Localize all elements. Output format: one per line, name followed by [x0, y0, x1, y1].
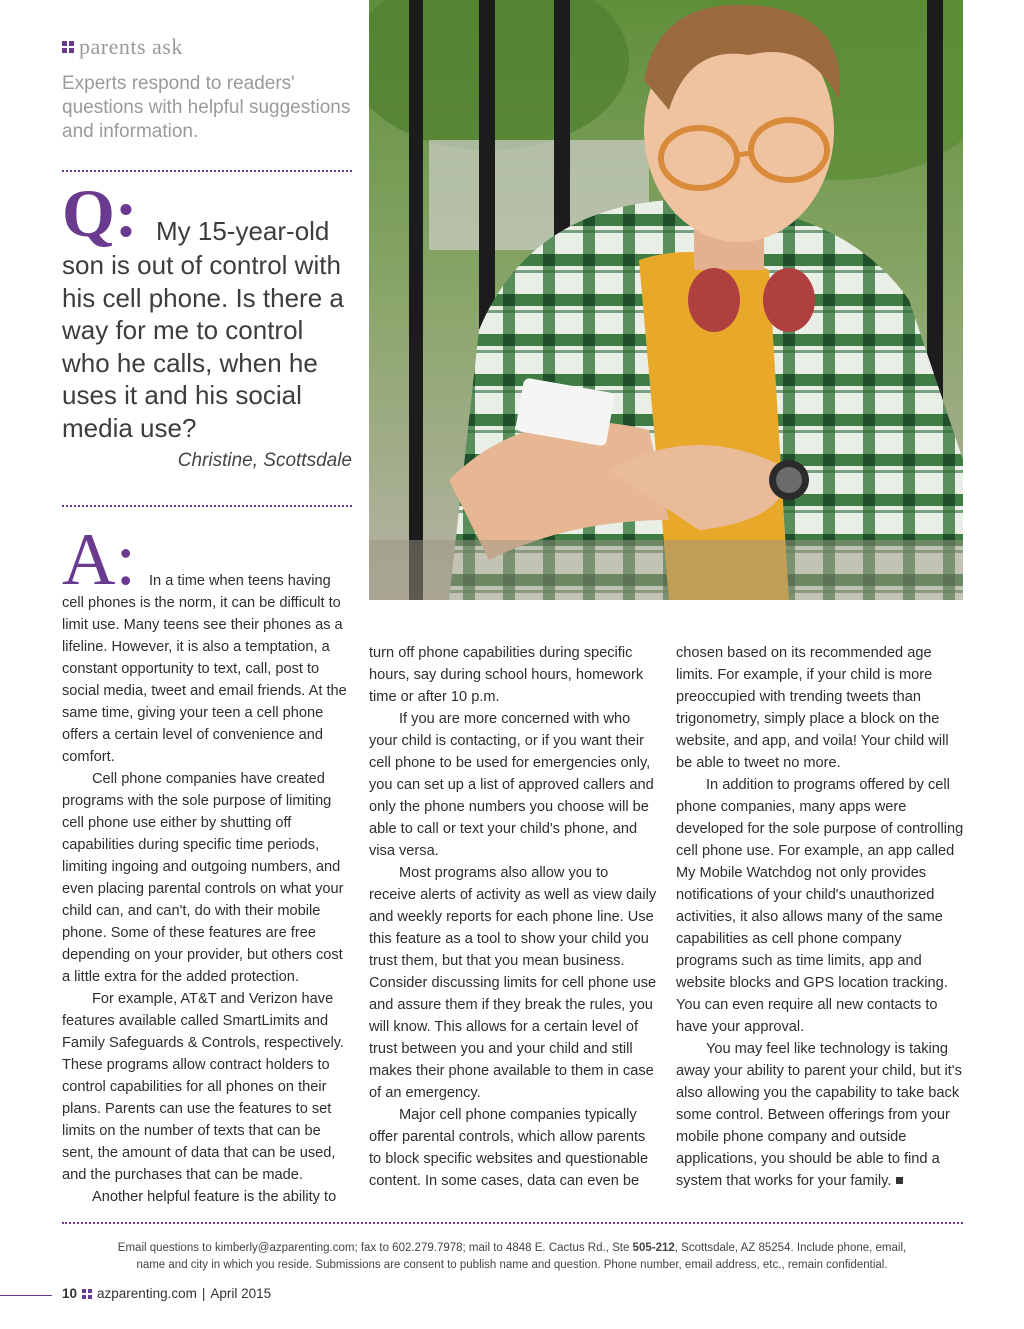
paragraph: chosen based on its recommended age limits. For example, if your child is more preoccupied with trending tweets than trigonometry, simply place a block on the website, and app, and voila! Your child will be able to tweet no more. — [676, 645, 949, 771]
paragraph: turn off phone capabilities during specific hours, say during school hours, homework time or after 10 p.m. — [369, 645, 644, 705]
question-asker: Christine, Scottsdale — [177, 450, 352, 471]
answer-letter: A: — [62, 519, 137, 601]
section-dots-icon — [62, 41, 74, 53]
end-mark-icon — [896, 1177, 903, 1184]
submission-info: Email questions to kimberly@azparenting.com; fax to 602.279.7978; mail to 4848 E. Cactus Rd., Ste 505-212, Scottsdale, AZ 85254. Include phone, email, name and city in which you reside. Submissions are consent to publish name and question. Phone number, email address, etc., remain confidential. — [117, 1242, 907, 1271]
paragraph: Another helpful feature is the ability to — [92, 1189, 337, 1205]
footer-separator: | — [201, 1286, 206, 1301]
paragraph: In a time when teens having cell phones is the norm, it can be difficult to limit use. Many teens see their phones as a lifeline. However, it is also a temptation, a constant opportunity to text, call, post to social media, tweet and email friends. At the same time, giving your teen a cell phone offers a certain level of convenience and comfort. — [62, 573, 347, 765]
divider-top — [62, 170, 352, 172]
paragraph: In addition to programs offered by cell phone companies, many apps were developed for the sole purpose of controlling cell phone use. For example, an app called My Mobile Watchdog not only provides notifications of your child's unauthorized activities, it also allows many of the same capabilities as cell phone company programs such as time limits, app and website blocks and GPS location tracking. You can even require all new contacts to have your approval. — [676, 777, 964, 1035]
answer-column-1 — [62, 570, 352, 1208]
page-number: 10 — [62, 1286, 78, 1301]
question-block — [62, 175, 352, 478]
paragraph: Major cell phone companies typically offer parental controls, which allow parents to block specific websites and questionable content. In some cases, data can even be — [369, 1107, 649, 1189]
teen-with-phone-photo — [369, 0, 963, 600]
page-footer — [62, 1286, 271, 1301]
issue-date: April 2015 — [210, 1286, 272, 1301]
footer-dots-icon — [82, 1289, 92, 1299]
question-text: son is out of control with his cell phone. Is there a way for me to control who he calls, when he uses it and his social media use? — [62, 250, 344, 443]
paragraph: You may feel like technology is taking away your ability to parent your child, but it's also allowing you the capability to take back some control. Between offerings from your mobile phone company and outside applications, you should be able to find a system that works for your family. — [676, 1041, 962, 1189]
footer-rule — [0, 1295, 52, 1296]
divider-middle — [62, 505, 352, 507]
site-name: azparenting.com — [97, 1286, 197, 1301]
section-label — [62, 34, 183, 60]
paragraph: Cell phone companies have created programs with the sole purpose of limiting cell phone use either by shutting off capabilities during specific time periods, limiting ingoing and outgoing numbers, and even placing parental controls on what your child can, and can't, do with their mobile phone. Some of these features are free depending on your provider, but others cost a little extra for the added protection. — [62, 771, 344, 985]
divider-footer — [62, 1222, 963, 1224]
section-title: parents ask — [79, 34, 183, 59]
paragraph: Most programs also allow you to receive alerts of activity as well as view daily and weekly reports for each phone line. Use this feature as a tool to show your child you trust them, but that you mean business. Consider discussing limits for cell phone use and assure them if they break the rules, you will know. This allows for a certain level of trust between you and your child and still makes their phone available to them in case of an emergency. — [369, 865, 657, 1101]
section-intro: Experts respond to readers' questions with helpful suggestions and information. — [62, 73, 351, 142]
question-first-line: My 15-year-old — [156, 216, 330, 246]
answer-column-3 — [676, 642, 966, 1192]
question-letter: Q: — [62, 175, 138, 251]
paragraph: If you are more concerned with who your child is contacting, or if you want their cell phone to be used for emergencies only, you can set up a list of approved callers and only the phone numbers you choose will be able to call or text your child's phone, and visa versa. — [369, 711, 654, 859]
paragraph: For example, AT&T and Verizon have features available called SmartLimits and Family Safeguards & Controls, respectively. These programs allow contract holders to control capabilities for all phones on their plans. Parents can use the features to set limits on the number of texts that can be sent, the amount of data that can be used, and the purchases that can be made. — [62, 991, 344, 1183]
answer-column-2 — [369, 642, 659, 1192]
